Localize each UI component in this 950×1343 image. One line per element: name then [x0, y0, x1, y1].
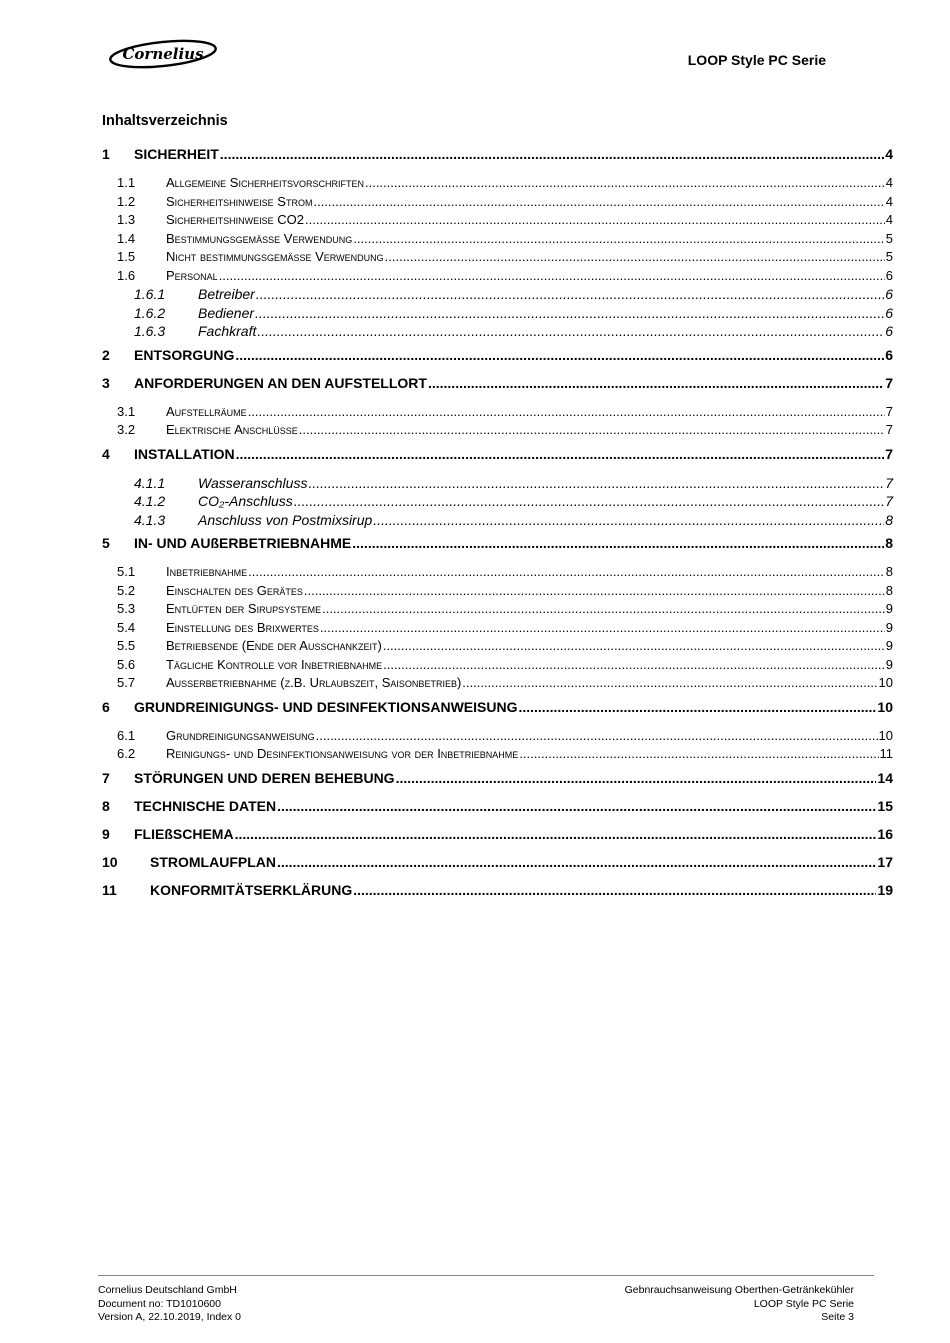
toc-entry-page: 4 [885, 175, 893, 190]
toc-entry-page: 7 [885, 422, 893, 437]
toc-entry-title: STÖRUNGEN UND DEREN BEHEBUNG [134, 769, 395, 786]
toc-entry-number: 4 [102, 445, 110, 462]
toc-entry-number: 1.4 [117, 230, 136, 246]
toc-entry[interactable] [102, 637, 893, 656]
toc-entry[interactable] [102, 230, 893, 249]
toc-entry[interactable] [102, 511, 893, 530]
toc-entry[interactable] [102, 140, 893, 168]
toc-entry[interactable] [102, 174, 893, 193]
toc-entry-title: Wasseranschluss [198, 474, 308, 491]
toc-leader-dots [316, 727, 878, 746]
toc-entry-page: 6 [885, 323, 893, 339]
toc-entry-page: 7 [885, 374, 893, 391]
toc-entry-number: 5.6 [117, 656, 136, 672]
toc-entry-title: FLIEßSCHEMA [134, 825, 234, 842]
toc-entry-title: Fachkraft [198, 323, 257, 339]
toc-entry-page: 6 [885, 286, 893, 302]
toc-entry[interactable] [102, 304, 893, 323]
toc-entry-title: Betreiber [198, 286, 255, 302]
table-of-contents [102, 140, 893, 904]
toc-entry[interactable] [102, 322, 893, 341]
toc-entry[interactable] [102, 193, 893, 212]
toc-entry-title: Nicht bestimmungsgemäße Verwendung [166, 249, 384, 264]
toc-entry-number: 1.2 [117, 193, 136, 209]
toc-leader-dots [248, 403, 885, 422]
toc-leader-dots [353, 876, 876, 904]
toc-leader-dots [373, 511, 884, 530]
toc-leader-dots [383, 656, 885, 675]
toc-entry-number: 3 [102, 374, 110, 391]
toc-entry-title: Aufstellräume [166, 403, 247, 419]
toc-entry-page: 8 [885, 535, 893, 551]
toc-entry[interactable] [102, 211, 893, 230]
toc-leader-dots [235, 341, 884, 369]
toc-entry[interactable] [102, 727, 893, 746]
toc-leader-dots [352, 529, 884, 557]
toc-entry-page: 10 [877, 698, 893, 715]
toc-entry-page: 6 [885, 304, 893, 321]
footer-series: LOOP Style PC Serie [753, 1297, 854, 1310]
toc-entry[interactable] [102, 745, 893, 764]
toc-entry-number: 11 [102, 881, 117, 898]
toc-entry-number: 1.1 [117, 175, 136, 190]
toc-leader-dots [277, 848, 876, 876]
toc-leader-dots [236, 440, 885, 468]
toc-entry-title: Elektrische Anschlüsse [166, 422, 298, 437]
toc-entry-page: 8 [885, 582, 893, 598]
toc-entry[interactable] [102, 421, 893, 440]
toc-entry-page: 10 [878, 727, 893, 743]
toc-entry-page: 14 [877, 769, 893, 786]
toc-leader-dots [428, 369, 884, 397]
toc-entry[interactable] [102, 474, 893, 493]
toc-leader-dots [462, 674, 877, 693]
toc-entry-number: 6 [102, 698, 110, 715]
toc-entry-page: 8 [885, 511, 893, 528]
toc-entry-number: 1.6.3 [134, 323, 166, 339]
toc-entry-number: 1.6.1 [134, 286, 166, 302]
toc-entry-title: Sicherheitshinweise Strom [166, 193, 313, 209]
toc-entry-number: 5.1 [117, 564, 136, 579]
toc-entry-number: 4.1.3 [134, 511, 166, 528]
toc-entry-page: 7 [885, 474, 893, 491]
toc-entry-title: STROMLAUFPLAN [150, 853, 276, 870]
toc-entry-page: 15 [877, 797, 893, 814]
toc-leader-dots [308, 474, 884, 493]
toc-leader-dots [313, 193, 884, 212]
toc-heading: Inhaltsverzeichnis [102, 113, 228, 129]
toc-entry-page: 4 [885, 212, 893, 227]
toc-entry-number: 6.1 [117, 727, 136, 743]
toc-entry-number: 5.3 [117, 601, 136, 616]
toc-entry-page: 19 [877, 881, 893, 898]
toc-leader-dots [518, 693, 876, 721]
toc-entry-title: GRUNDREINIGUNGS- UND DESINFEKTIONSANWEISUNG [134, 698, 518, 715]
footer-page: Seite 3 [821, 1311, 854, 1323]
toc-entry-number: 4.1.1 [134, 474, 166, 491]
toc-entry-page: 5 [885, 230, 893, 246]
toc-entry-page: 9 [885, 619, 893, 635]
toc-entry-page: 6 [885, 346, 893, 363]
header-title: LOOP Style PC Serie [687, 52, 826, 68]
toc-entry-title: Reinigungs- und Desinfektionsanweisung vor der Inbetriebnahme [166, 746, 519, 761]
toc-entry-number: 1.6.2 [134, 304, 166, 321]
toc-entry[interactable] [102, 764, 893, 792]
toc-entry-number: 5.5 [117, 638, 136, 653]
toc-entry-page: 9 [885, 638, 893, 653]
toc-entry-page: 9 [885, 656, 893, 672]
footer-version: Version A, 22.10.2019, Index 0 [98, 1311, 242, 1323]
toc-leader-dots [383, 637, 885, 656]
toc-entry-page: 7 [885, 445, 893, 462]
toc-entry-page: 10 [878, 675, 893, 690]
toc-entry-number: 5.2 [117, 582, 136, 598]
toc-leader-dots [396, 764, 877, 792]
toc-entry-page: 7 [885, 403, 893, 419]
toc-entry[interactable] [102, 267, 893, 286]
toc-entry-page: 9 [885, 601, 893, 616]
toc-leader-dots [277, 792, 876, 820]
toc-entry-number: 9 [102, 825, 110, 842]
toc-entry-number: 1.5 [117, 249, 136, 264]
toc-entry-number: 1 [102, 146, 110, 162]
toc-leader-dots [219, 267, 885, 286]
toc-entry-page: 16 [877, 825, 893, 842]
toc-entry-number: 7 [102, 769, 110, 786]
toc-entry-number: 3.1 [117, 403, 136, 419]
toc-entry-title: Personal [166, 267, 218, 283]
toc-entry-number: 5.7 [117, 675, 136, 690]
toc-entry[interactable] [102, 792, 893, 820]
toc-entry-title: INSTALLATION [134, 445, 235, 462]
toc-entry-page: 8 [885, 564, 893, 579]
footer-right [625, 1284, 854, 1325]
toc-leader-dots [255, 304, 884, 323]
toc-leader-dots [320, 619, 885, 638]
toc-entry[interactable] [102, 656, 893, 675]
toc-entry-title: ANFORDERUNGEN AN DEN AUFSTELLORT [134, 374, 427, 391]
toc-entry-title: Sicherheitshinweise CO2 [166, 212, 305, 227]
toc-leader-dots [257, 322, 884, 341]
toc-entry-title: Anschluss von Postmixsirup [198, 511, 373, 528]
toc-leader-dots [304, 582, 885, 601]
toc-entry-title: Außerbetriebnahme (z.B. Urlaubszeit, Saisonbetrieb) [166, 675, 462, 690]
toc-leader-dots [305, 211, 885, 230]
toc-entry-number: 6.2 [117, 746, 136, 761]
toc-entry-page: 5 [885, 249, 893, 264]
toc-entry-title: Entlüften der Sirupsysteme [166, 601, 322, 616]
toc-entry[interactable] [102, 848, 893, 876]
toc-leader-dots [385, 248, 885, 267]
toc-entry[interactable] [102, 582, 893, 601]
footer-divider [98, 1275, 874, 1276]
toc-entry-title: KONFORMITÄTSERKLÄRUNG [150, 881, 353, 898]
toc-entry-page: 4 [885, 193, 893, 209]
toc-entry-number: 3.2 [117, 422, 136, 437]
toc-leader-dots [256, 285, 884, 304]
toc-entry-title: IN- UND AUßERBETRIEBNAHME [134, 535, 352, 551]
toc-entry-page: 7 [885, 493, 893, 509]
toc-entry[interactable] [102, 341, 893, 369]
toc-leader-dots [294, 492, 884, 511]
toc-entry-title: Tägliche Kontrolle vor Inbetriebnahme [166, 656, 383, 672]
toc-entry[interactable] [102, 876, 893, 904]
toc-entry-title: TECHNISCHE DATEN [134, 797, 277, 814]
toc-entry-title: CO₂-Anschluss [198, 493, 293, 509]
toc-entry-title: Grundreinigungsanweisung [166, 727, 315, 743]
toc-leader-dots [235, 820, 877, 848]
toc-entry-title: Bediener [198, 304, 255, 321]
toc-entry-number: 5 [102, 535, 110, 551]
toc-entry-number: 2 [102, 346, 110, 363]
toc-entry[interactable] [102, 529, 893, 557]
toc-entry-page: 17 [877, 853, 893, 870]
toc-entry[interactable] [102, 369, 893, 397]
toc-entry-page: 6 [885, 267, 893, 283]
toc-leader-dots [248, 563, 885, 582]
toc-entry-title: Betriebsende (Ende der Ausschankzeit) [166, 638, 382, 653]
toc-entry-page: 4 [885, 146, 893, 162]
toc-entry-page: 11 [879, 746, 893, 761]
toc-entry[interactable] [102, 285, 893, 304]
cornelius-logo [108, 38, 218, 70]
toc-entry-number: 10 [102, 853, 118, 870]
toc-leader-dots [322, 600, 885, 619]
toc-entry[interactable] [102, 440, 893, 468]
footer-company: Cornelius Deutschland GmbH [98, 1284, 237, 1296]
toc-leader-dots [353, 230, 884, 249]
toc-entry[interactable] [102, 693, 893, 721]
toc-entry-number: 1.6 [117, 267, 136, 283]
toc-leader-dots [365, 174, 885, 193]
toc-entry-title: Bestimmungsgemäße Verwendung [166, 230, 353, 246]
toc-entry[interactable] [102, 619, 893, 638]
footer-doc-title: Gebnrauchsanweisung Oberthen-Getränkekühler [624, 1284, 854, 1296]
footer-document-no: Document no: TD1010600 [98, 1297, 221, 1310]
footer-left [98, 1284, 241, 1325]
toc-entry-title: Einschalten des Gerätes [166, 582, 303, 598]
toc-entry[interactable] [102, 403, 893, 422]
toc-entry-title: SICHERHEIT [134, 146, 219, 162]
toc-entry-number: 5.4 [117, 619, 136, 635]
toc-entry-number: 1.3 [117, 212, 136, 227]
toc-entry-title: Allgemeine Sicherheitsvorschriften [166, 175, 364, 190]
toc-entry-title: ENTSORGUNG [134, 346, 235, 363]
logo-text: Cornelius [122, 45, 204, 63]
toc-entry[interactable] [102, 248, 893, 267]
toc-entry[interactable] [102, 600, 893, 619]
toc-leader-dots [220, 140, 884, 168]
toc-leader-dots [519, 745, 878, 764]
toc-entry[interactable] [102, 820, 893, 848]
toc-entry[interactable] [102, 674, 893, 693]
toc-leader-dots [299, 421, 885, 440]
toc-entry-number: 8 [102, 797, 110, 814]
toc-entry-title: Einstellung des Brixwertes [166, 619, 319, 635]
toc-entry[interactable] [102, 492, 893, 511]
toc-entry-number: 4.1.2 [134, 493, 166, 509]
toc-entry-title: Inbetriebnahme [166, 564, 248, 579]
toc-entry[interactable] [102, 563, 893, 582]
